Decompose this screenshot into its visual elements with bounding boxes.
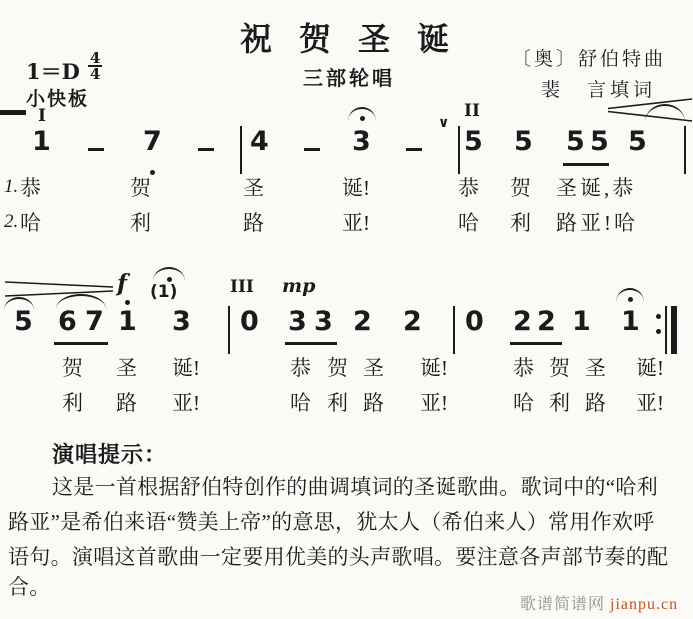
time-signature-denominator: 4 [90, 65, 101, 83]
lyric-syllable-line1-verse2: 哈 [20, 211, 41, 235]
lyricist-credit: 裴 言填词 [541, 80, 657, 101]
lyric-syllable-line1-verse2: 路 [243, 211, 264, 235]
dynamic-mp: mp [282, 275, 316, 297]
song-subtitle: 三部轮唱 [303, 68, 395, 90]
barline [684, 126, 686, 174]
rest: 0 [240, 306, 259, 337]
performance-tips-line: 这是一首根据舒伯特创作的曲调填词的圣诞歌曲。歌词中的“哈利 [52, 475, 659, 499]
lyric-syllable-line2-verse1: 贺 [327, 356, 348, 380]
roman-numeral-III: III [230, 277, 254, 297]
lyric-syllable-line2-verse2: 亚! [636, 391, 664, 415]
lyric-syllable-line2-verse2: 路 [363, 391, 384, 415]
dash-rest [304, 148, 320, 151]
lyric-syllable-line1-verse2: 亚! [342, 211, 370, 235]
note: 5 [464, 126, 483, 157]
lyric-syllable-line1-verse1: 贺 [510, 176, 531, 200]
lyric-syllable-line1-verse2: 2. [4, 211, 19, 232]
note: 3 [314, 306, 333, 337]
lyric-syllable-line2-verse2: 亚! [172, 391, 200, 415]
lyric-syllable-line1-verse1: 1. [4, 176, 19, 197]
composer-credit: 〔奥〕舒伯特曲 [512, 49, 667, 70]
lyric-syllable-line2-verse2: 路 [585, 391, 606, 415]
note: 3 [172, 306, 191, 337]
note: 1 [32, 126, 51, 157]
performance-tips-line: 路亚”是希伯来语“赞美上帝”的意思，犹太人（希伯来人）常用作欢呼 [8, 510, 655, 534]
low-octave-dot [150, 170, 155, 175]
lyric-syllable-line2-verse2: 利 [62, 391, 83, 415]
lyric-syllable-line2-verse1: 诞! [420, 356, 448, 380]
lyric-syllable-line2-verse2: 亚! [420, 391, 448, 415]
eighth-beam [54, 342, 108, 345]
decrescendo-hairpin [5, 279, 113, 299]
repeat-thin-bar [665, 306, 667, 354]
performance-tips-heading: 演唱提示： [52, 442, 168, 467]
lyric-syllable-line1-verse2: 哈 [458, 211, 479, 235]
lyric-syllable-line1-verse2: 路亚!哈 [556, 211, 638, 235]
site-watermark [520, 591, 678, 614]
rest: 0 [465, 306, 484, 337]
note: 5 [514, 126, 533, 157]
key-signature: 1＝D [26, 59, 80, 84]
note: 5 [628, 126, 647, 157]
lyric-syllable-line1-verse2: 利 [130, 211, 151, 235]
watermark-site-name: 歌谱简谱网 [520, 596, 611, 613]
lyric-syllable-line1-verse1: 圣 [243, 176, 264, 200]
note: 3 [288, 306, 307, 337]
note: 2 [353, 306, 372, 337]
lyric-syllable-line1-verse1: 圣诞,恭 [556, 176, 637, 200]
lyric-syllable-line1-verse1: 诞! [342, 176, 370, 200]
lyric-syllable-line2-verse1: 贺 [62, 356, 83, 380]
lyric-syllable-line1-verse1: 贺 [130, 176, 151, 200]
note: 2 [403, 306, 422, 337]
barline [453, 306, 455, 354]
note: 1 [572, 306, 591, 337]
lyric-syllable-line2-verse1: 诞! [636, 356, 664, 380]
eighth-beam [510, 342, 562, 345]
lyric-syllable-line1-verse2: 利 [510, 211, 531, 235]
lyric-syllable-line2-verse1: 贺 [549, 356, 570, 380]
optional-high-note: (1) [150, 282, 178, 302]
dash-rest [198, 148, 214, 151]
lyric-syllable-line1-verse1: 恭 [458, 176, 479, 200]
fermata-dot [628, 297, 633, 302]
lyric-syllable-line2-verse1: 恭 [290, 356, 311, 380]
repeat-dot [656, 314, 661, 319]
repeat-dot [656, 329, 661, 334]
note: 2 [513, 306, 532, 337]
high-octave-dot [125, 300, 130, 305]
lyric-syllable-line2-verse2: 利 [549, 391, 570, 415]
watermark-url: jianpu.cn [610, 596, 679, 613]
note: 5 [14, 306, 33, 337]
note: 1 [118, 306, 137, 337]
note: 7 [143, 126, 162, 157]
lyric-syllable-line2-verse1: 圣 [363, 356, 384, 380]
dynamic-f: f [117, 270, 127, 297]
song-title: 祝贺圣诞 [240, 21, 477, 57]
performance-tips-line: 语句。演唱这首歌曲一定要用优美的头声歌唱。要注意各声部节奏的配合。 [8, 545, 669, 599]
lyric-syllable-line2-verse2: 路 [116, 391, 137, 415]
lyric-syllable-line2-verse2: 利 [327, 391, 348, 415]
note: 4 [250, 126, 269, 157]
note: 3 [352, 126, 371, 157]
tempo-marking: 小快板 [26, 89, 90, 110]
lyric-syllable-line2-verse1: 恭 [513, 356, 534, 380]
barline [240, 126, 242, 174]
barline [458, 126, 460, 174]
note: 2 [537, 306, 556, 337]
eighth-beam [563, 163, 609, 166]
barline [228, 306, 230, 354]
lyric-syllable-line2-verse1: 圣 [116, 356, 137, 380]
note: 1 [621, 306, 640, 337]
dash-rest [88, 148, 104, 151]
note: 6 [58, 306, 77, 337]
time-signature-numerator: 4 [90, 49, 101, 67]
breath-mark: ∨ [438, 115, 450, 131]
note: 5 [566, 126, 585, 157]
time-signature [88, 51, 102, 81]
note: 5 [590, 126, 609, 157]
roman-numeral-I: I [38, 106, 46, 126]
lyric-syllable-line2-verse2: 哈 [513, 391, 534, 415]
fermata-dot [360, 116, 365, 121]
roman-numeral-II: II [464, 101, 480, 121]
eighth-beam [285, 342, 337, 345]
dash-rest [406, 148, 422, 151]
lyric-syllable-line2-verse1: 诞! [172, 356, 200, 380]
note: 7 [85, 306, 104, 337]
lyric-syllable-line1-verse1: 恭 [20, 176, 41, 200]
scan-artifact [0, 110, 26, 115]
repeat-thick-bar [671, 306, 677, 354]
lyric-syllable-line2-verse2: 哈 [290, 391, 311, 415]
lyric-syllable-line2-verse1: 圣 [585, 356, 606, 380]
